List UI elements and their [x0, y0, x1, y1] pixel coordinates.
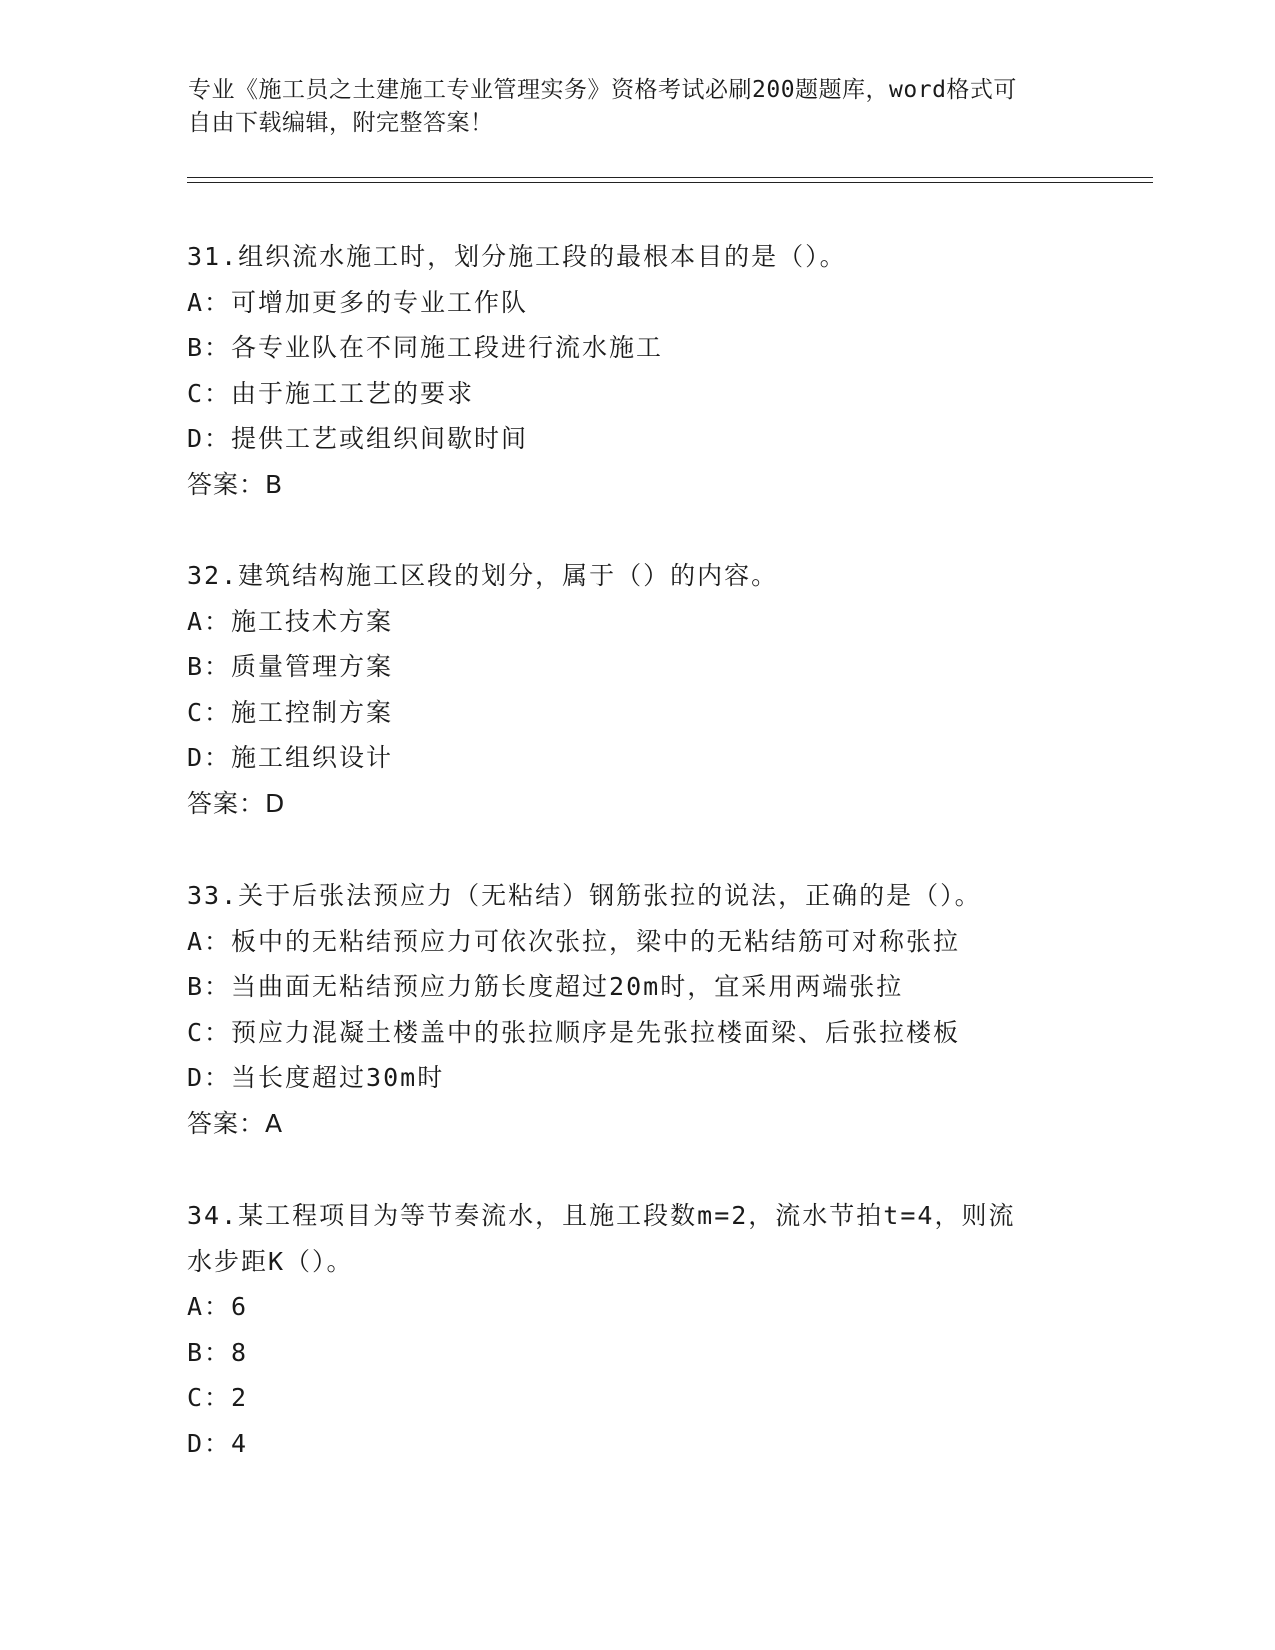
header-title-line-2: 自由下载编辑，附完整答案！ — [188, 110, 494, 136]
option-a: A：施工技术方案 — [187, 606, 394, 636]
header-divider-top — [187, 177, 1153, 178]
option-d: D：提供工艺或组织间歇时间 — [187, 424, 529, 453]
header-title-line-1: 专业《施工员之土建施工专业管理实务》资格考试必刷200题题库，word格式可 — [188, 77, 1017, 103]
header-divider-bottom — [187, 182, 1153, 183]
option-c: C：施工控制方案 — [187, 697, 394, 727]
option-b: B：当曲面无粘结预应力筋长度超过20m时，宜采用两端张拉 — [187, 972, 904, 1001]
question-stem: 31.组织流水施工时，划分施工段的最根本目的是（）。 — [187, 242, 847, 271]
option-a: A：板中的无粘结预应力可依次张拉，梁中的无粘结筋可对称张拉 — [187, 926, 961, 956]
answer: 答案：A — [187, 1108, 284, 1138]
answer: 答案：B — [187, 469, 284, 499]
option-b: B：质量管理方案 — [187, 652, 394, 681]
option-d: D：4 — [187, 1428, 249, 1458]
option-a: A：可增加更多的专业工作队 — [187, 287, 529, 317]
option-d: D：施工组织设计 — [187, 743, 394, 772]
document-header — [188, 74, 1068, 140]
option-d: D：当长度超过30m时 — [187, 1063, 445, 1092]
question-stem-line-2: 水步距K（）。 — [187, 1246, 354, 1276]
question-32 — [187, 553, 1087, 826]
question-stem-line-1: 34.某工程项目为等节奏流水，且施工段数m=2，流水节拍t=4，则流 — [187, 1201, 1016, 1230]
option-c: C：预应力混凝土楼盖中的张拉顺序是先张拉楼面梁、后张拉楼板 — [187, 1017, 961, 1047]
option-a: A：6 — [187, 1292, 249, 1321]
question-33 — [187, 873, 1087, 1146]
option-c: C：由于施工工艺的要求 — [187, 378, 475, 408]
option-b: B：各专业队在不同施工段进行流水施工 — [187, 333, 664, 362]
question-stem: 32.建筑结构施工区段的划分，属于（）的内容。 — [187, 561, 779, 590]
question-31 — [187, 234, 1087, 507]
option-c: C：2 — [187, 1383, 249, 1412]
answer: 答案：D — [187, 788, 286, 818]
option-b: B：8 — [187, 1337, 249, 1367]
question-34 — [187, 1193, 1087, 1466]
question-stem: 33.关于后张法预应力（无粘结）钢筋张拉的说法，正确的是（）。 — [187, 881, 982, 910]
